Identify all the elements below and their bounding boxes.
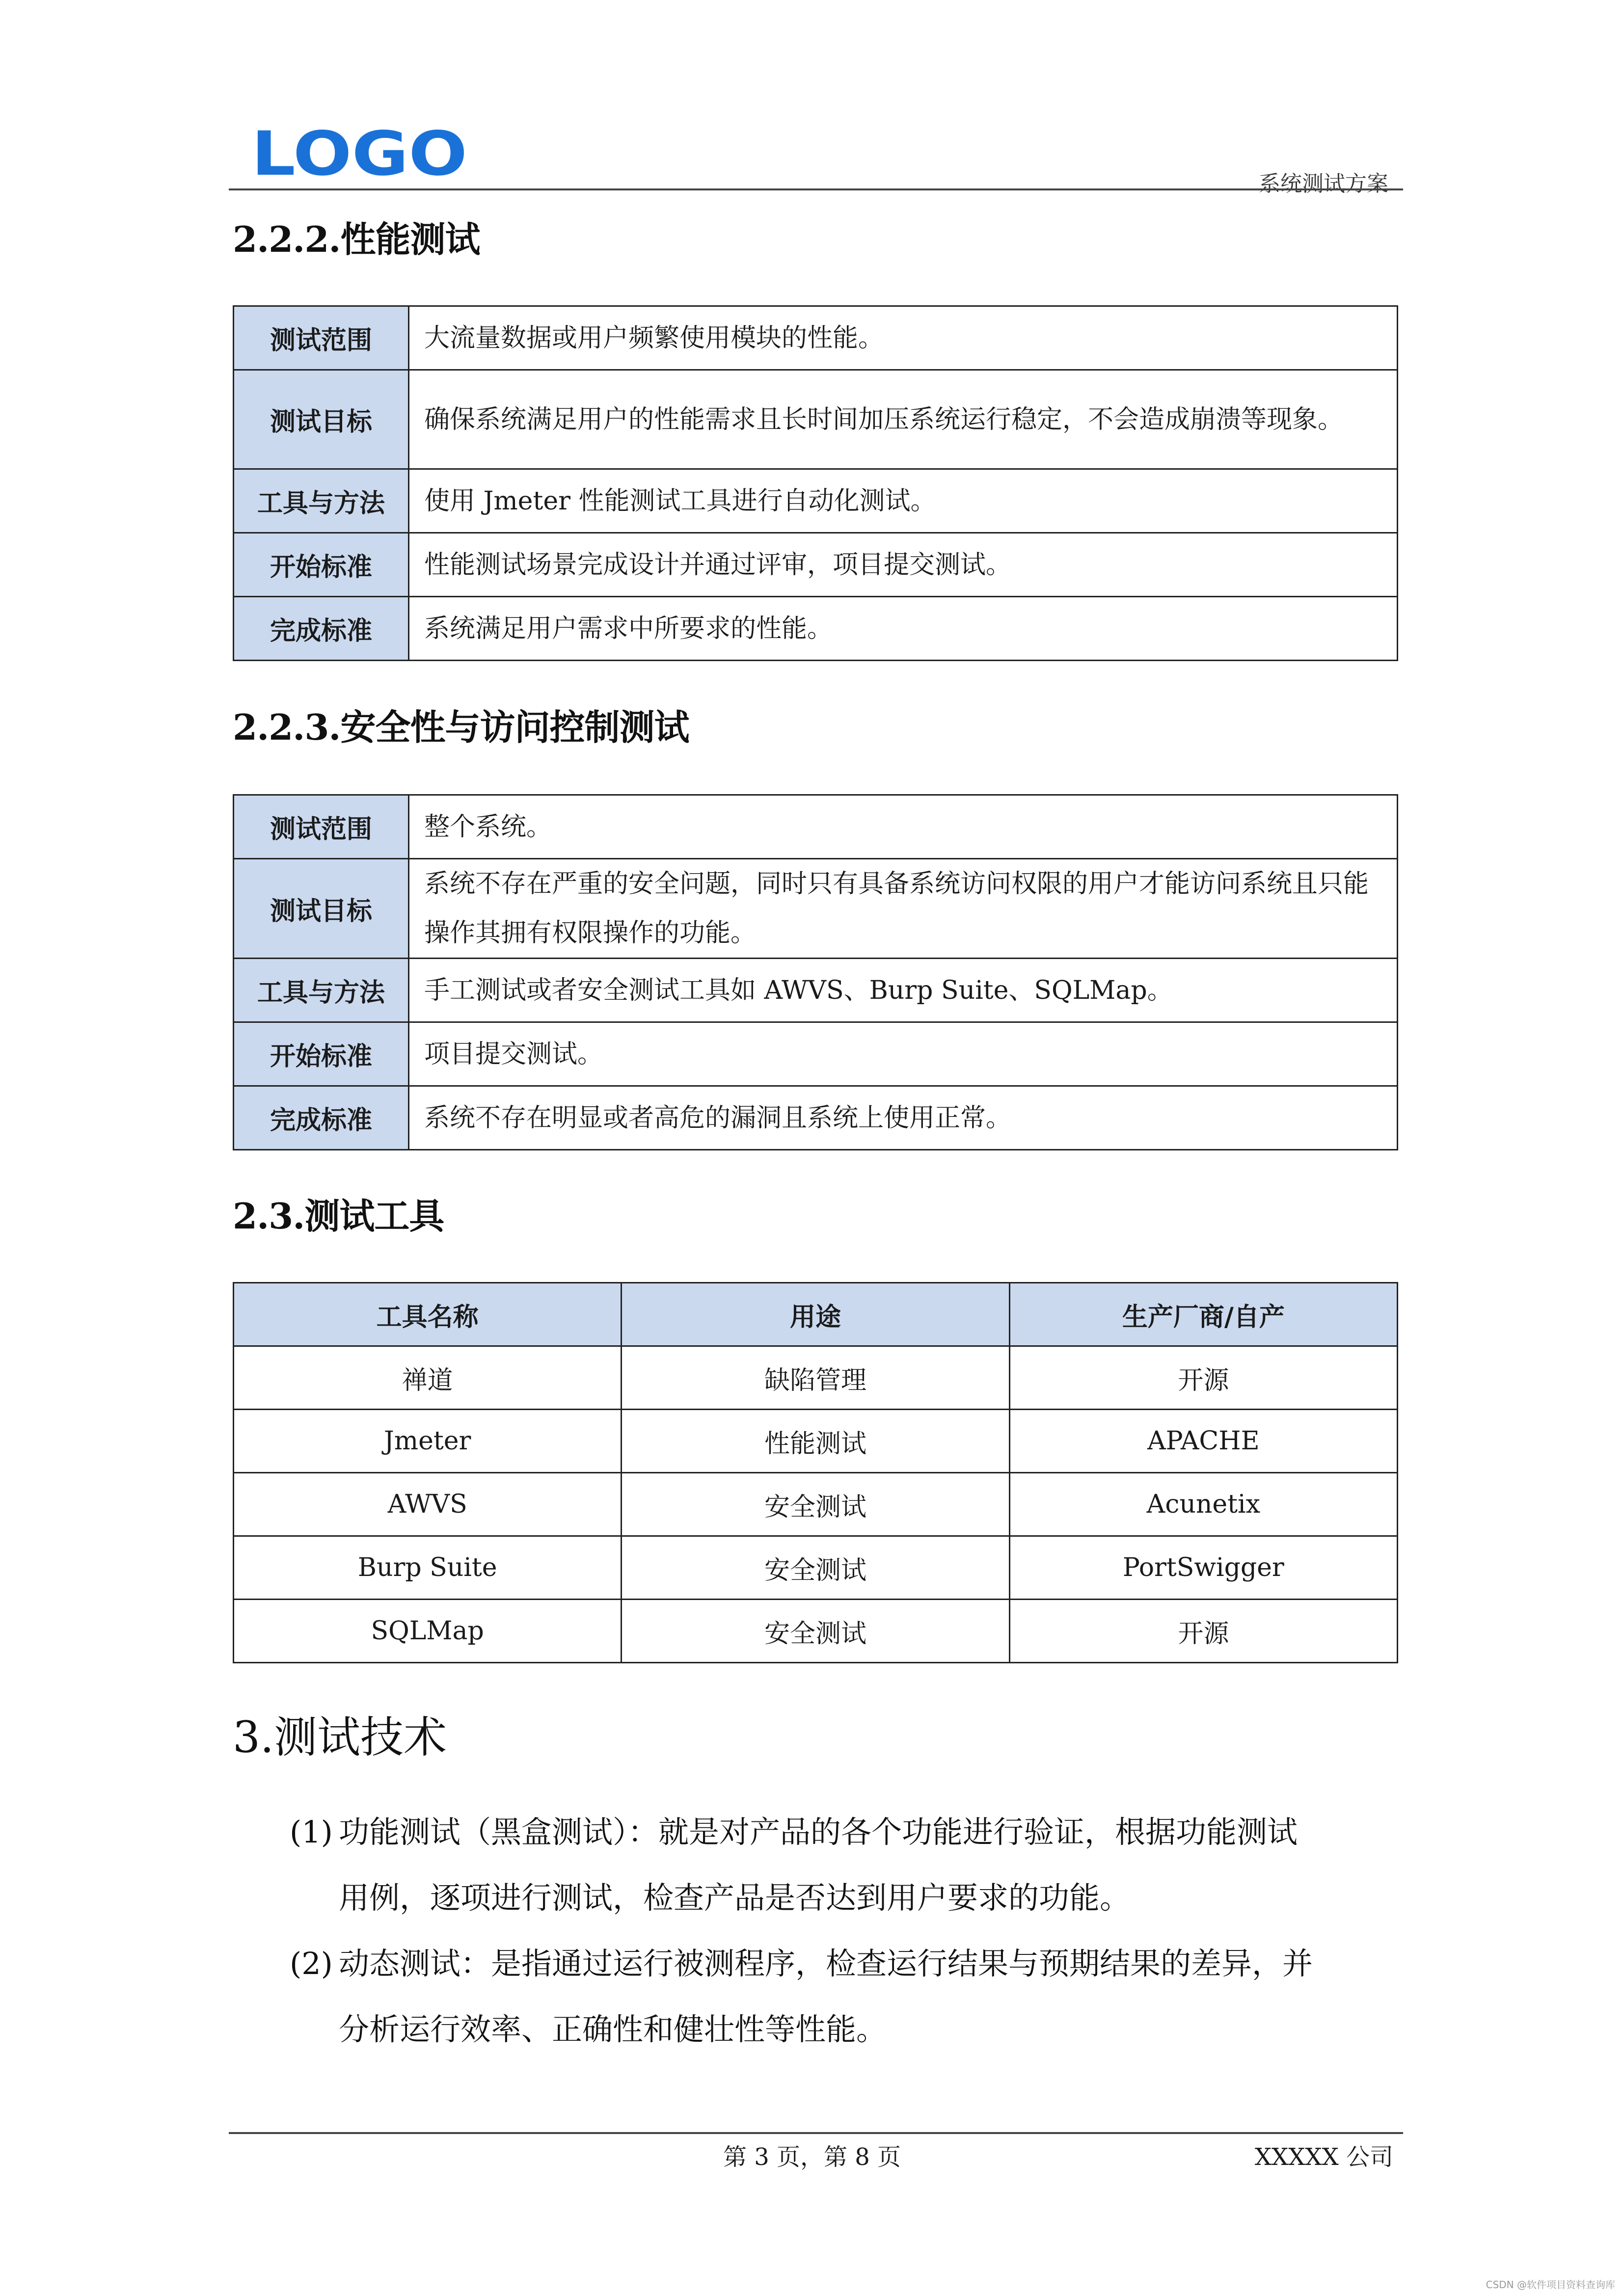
cell-tool-name: 禅道 [234, 1346, 622, 1410]
footer-divider [229, 2132, 1403, 2134]
row-value: 系统不存在明显或者高危的漏洞且系统上使用正常。 [409, 1086, 1398, 1150]
section-heading-techniques: 3.测试技术 [233, 1712, 447, 1762]
table-row [234, 1536, 1398, 1600]
cell-vendor: 开源 [1009, 1346, 1397, 1410]
column-header-purpose: 用途 [622, 1283, 1009, 1346]
table-row [234, 1022, 1398, 1086]
row-label: 测试目标 [234, 370, 409, 469]
row-value: 手工测试或者安全测试工具如 AWVS、Burp Suite、SQLMap。 [409, 959, 1398, 1022]
row-value: 确保系统满足用户的性能需求且长时间加压系统运行稳定，不会造成崩溃等现象。 [409, 370, 1398, 469]
row-value: 整个系统。 [409, 795, 1398, 859]
table-row [234, 1410, 1398, 1473]
row-value: 系统满足用户需求中所要求的性能。 [409, 597, 1398, 661]
row-label: 测试目标 [234, 859, 409, 959]
security-test-table [233, 794, 1398, 1150]
cell-vendor: Acunetix [1009, 1473, 1397, 1536]
row-value: 系统不存在严重的安全问题，同时只有具备系统访问权限的用户才能访问系统且只能操作其拥有权限操作的功能。 [409, 859, 1398, 959]
table-row [234, 306, 1398, 370]
column-header-vendor: 生产厂商/自产 [1009, 1283, 1397, 1346]
item-line: 用例，逐项进行测试，检查产品是否达到用户要求的功能。 [339, 1880, 1131, 1916]
item-line: 功能测试（黑盒测试）：就是对产品的各个功能进行验证，根据功能测试 [339, 1814, 1298, 1850]
row-label: 测试范围 [234, 795, 409, 859]
cell-vendor: APACHE [1009, 1410, 1397, 1473]
cell-vendor: 开源 [1009, 1600, 1397, 1663]
table-row [234, 959, 1398, 1022]
row-value: 使用 Jmeter 性能测试工具进行自动化测试。 [409, 469, 1398, 533]
table-row [234, 1086, 1398, 1150]
document-title: 系统测试方案 [1259, 171, 1388, 196]
logo [251, 129, 467, 180]
cell-purpose: 安全测试 [622, 1536, 1009, 1600]
table-row [234, 370, 1398, 469]
technique-item [290, 1799, 1399, 1931]
table-header-row [234, 1283, 1398, 1346]
item-line: 动态测试：是指通过运行被测程序，检查运行结果与预期结果的差异，并 [339, 1946, 1313, 1981]
tools-table [233, 1282, 1398, 1663]
item-number: (1) [290, 1814, 333, 1850]
section-heading-tools: 2.3.测试工具 [233, 1195, 444, 1237]
cell-purpose: 安全测试 [622, 1600, 1009, 1663]
item-line: 分析运行效率、正确性和健壮性等性能。 [339, 2011, 887, 2047]
cell-tool-name: AWVS [234, 1473, 622, 1536]
table-row [234, 469, 1398, 533]
column-header-tool-name: 工具名称 [234, 1283, 622, 1346]
header-divider [229, 188, 1403, 190]
row-label: 开始标准 [234, 1022, 409, 1086]
performance-test-table [233, 305, 1398, 661]
table-row [234, 795, 1398, 859]
cell-tool-name: Burp Suite [234, 1536, 622, 1600]
cell-tool-name: SQLMap [234, 1600, 622, 1663]
table-row [234, 533, 1398, 597]
table-row [234, 1600, 1398, 1663]
watermark: CSDN @软件项目资料查询库 [1486, 2279, 1615, 2291]
cell-purpose: 安全测试 [622, 1473, 1009, 1536]
table-row [234, 597, 1398, 661]
company-name: XXXXX 公司 [1254, 2143, 1393, 2171]
row-label: 测试范围 [234, 306, 409, 370]
cell-vendor: PortSwigger [1009, 1536, 1397, 1600]
table-row [234, 859, 1398, 959]
row-label: 完成标准 [234, 1086, 409, 1150]
item-number: (2) [290, 1946, 333, 1981]
row-value: 大流量数据或用户频繁使用模块的性能。 [409, 306, 1398, 370]
page-number: 第 3 页，第 8 页 [723, 2143, 901, 2171]
cell-tool-name: Jmeter [234, 1410, 622, 1473]
cell-purpose: 性能测试 [622, 1410, 1009, 1473]
cell-purpose: 缺陷管理 [622, 1346, 1009, 1410]
row-value: 性能测试场景完成设计并通过评审，项目提交测试。 [409, 533, 1398, 597]
table-row [234, 1346, 1398, 1410]
section-heading-performance: 2.2.2.性能测试 [233, 218, 480, 260]
row-value: 项目提交测试。 [409, 1022, 1398, 1086]
row-label: 工具与方法 [234, 469, 409, 533]
row-label: 工具与方法 [234, 959, 409, 1022]
technique-item [290, 1931, 1399, 2062]
table-row [234, 1473, 1398, 1536]
row-label: 开始标准 [234, 533, 409, 597]
row-label: 完成标准 [234, 597, 409, 661]
section-heading-security: 2.2.3.安全性与访问控制测试 [233, 706, 689, 748]
logo-text: LOGO [251, 129, 467, 180]
